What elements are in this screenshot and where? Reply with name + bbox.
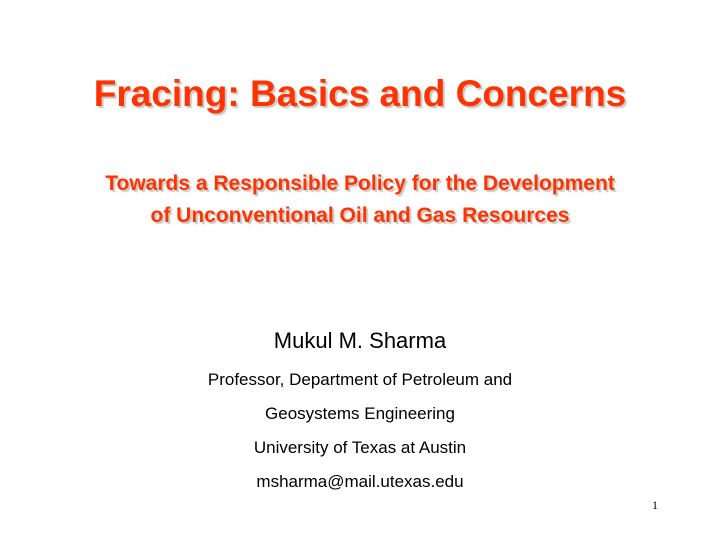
affiliation-line: Geosystems Engineering <box>265 404 455 423</box>
subtitle-line: Towards a Responsible Policy for the Development <box>105 172 615 195</box>
slide-title: Fracing: Basics and Concerns <box>93 73 627 114</box>
author-email: msharma@mail.utexas.edu <box>256 472 464 491</box>
subtitle-line: of Unconventional Oil and Gas Resources <box>150 204 570 227</box>
author-name: Mukul M. Sharma <box>273 328 447 353</box>
page-number: 1 <box>652 498 658 512</box>
author-affiliation <box>0 363 720 499</box>
affiliation-line: University of Texas at Austin <box>253 438 467 457</box>
affiliation-line: Professor, Department of Petroleum and <box>207 370 513 389</box>
slide-subtitle <box>0 168 720 232</box>
